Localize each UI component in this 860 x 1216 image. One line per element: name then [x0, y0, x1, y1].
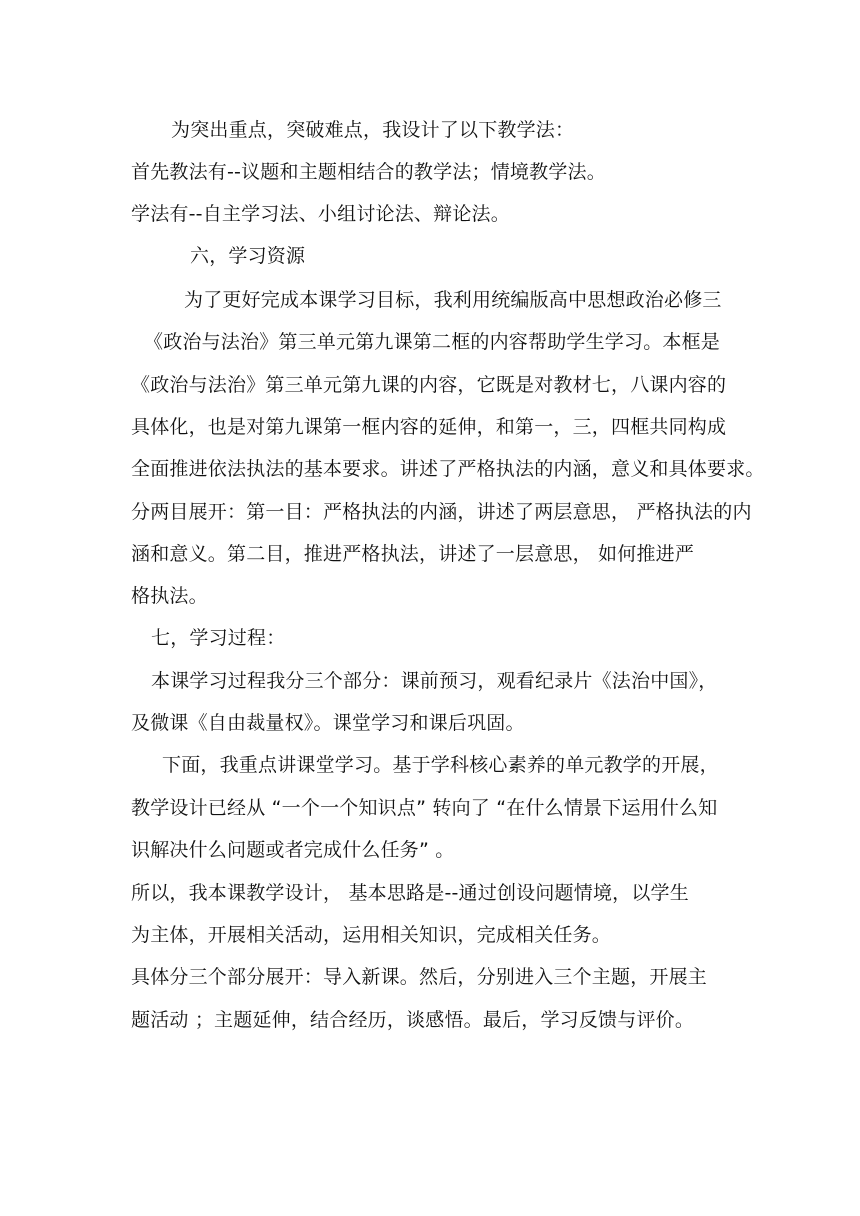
- paragraph-line-7: 《政治与法治》第三单元第九课的内容，它既是对教材七，八课内容的: [131, 374, 727, 396]
- section-heading-resources: 六，学习资源: [190, 245, 306, 267]
- section-heading-process: 七，学习过程：: [151, 627, 286, 649]
- paragraph-line-10: 分两目展开：第一目：严格执法的内涵，讲述了两层意思， 严格执法的内: [131, 501, 752, 523]
- paragraph-line-21: 具体分三个部分展开：导入新课。然后，分别进入三个主题，开展主: [131, 966, 708, 988]
- paragraph-line-9: 全面推进依法执法的基本要求。讲述了严格执法的内涵，意义和具体要求。: [131, 458, 765, 480]
- paragraph-line-22: 题活动 ；主题延伸，结合经历，谈感悟。最后，学习反馈与评价。: [131, 1009, 695, 1031]
- paragraph-line-6: 《政治与法治》第三单元第九课第二框的内容帮助学生学习。本框是: [144, 331, 721, 353]
- paragraph-line-18: 识解决什么问题或者完成什么任务” 。: [131, 839, 455, 861]
- paragraph-line-16: 下面，我重点讲课堂学习。基于学科核心素养的单元教学的开展，: [162, 754, 719, 776]
- paragraph-line-11: 涵和意义。第二目，推进严格执法，讲述了一层意思， 如何推进严: [131, 543, 695, 565]
- paragraph-line-12: 格执法。: [131, 585, 208, 607]
- paragraph-line-3: 学法有--自主学习法、小组讨论法、辩论法。: [131, 203, 510, 225]
- paragraph-line-20: 为主体，开展相关活动，运用相关知识，完成相关任务。: [131, 924, 612, 946]
- paragraph-line-1: 为突出重点，突破难点，我设计了以下教学法：: [171, 119, 575, 141]
- paragraph-line-8: 具体化，也是对第九课第一框内容的延伸，和第一，三，四框共同构成: [131, 416, 727, 438]
- paragraph-line-2: 首先教法有--议题和主题相结合的教学法；情境教学法。: [131, 161, 606, 183]
- paragraph-line-5: 为了更好完成本课学习目标，我利用统编版高中思想政治必修三: [184, 289, 722, 311]
- paragraph-line-14: 本课学习过程我分三个部分：课前预习，观看纪录片《法治中国》，: [151, 670, 718, 692]
- paragraph-line-19: 所以，我本课教学设计， 基本思路是--通过创设问题情境，以学生: [131, 882, 689, 904]
- paragraph-line-15: 及微课《自由裁量权》。课堂学习和课后巩固。: [131, 712, 525, 734]
- paragraph-line-17: 教学设计已经从 “一个一个知识点” 转向了 “在什么情景下运用什么知: [131, 797, 718, 819]
